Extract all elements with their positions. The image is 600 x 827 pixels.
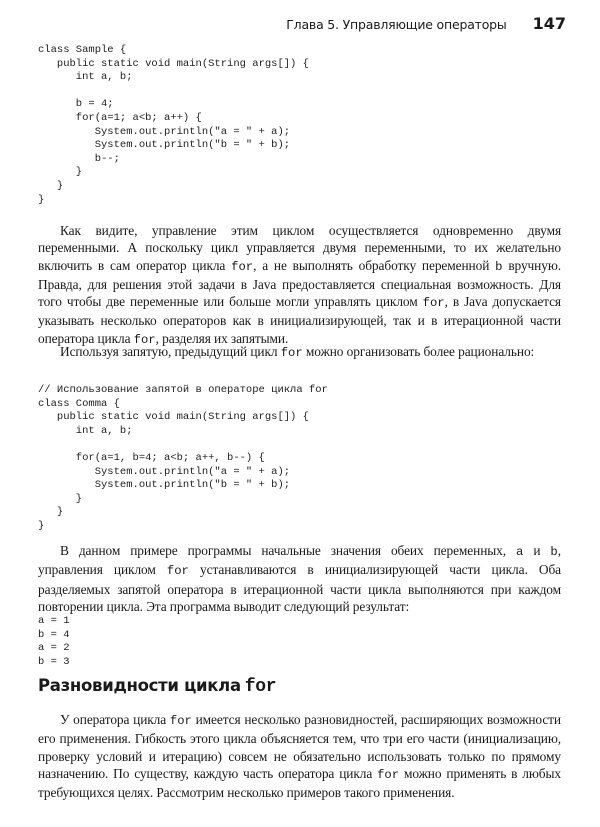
page-header (34, 14, 566, 33)
inline-code: b (550, 545, 558, 559)
text: , управления циклом (38, 543, 561, 578)
paragraph-comma-explanation (38, 542, 561, 615)
text: , разделяя их запятыми. (155, 330, 289, 346)
text: можно применять в любых требующихся целях. Рассмотрим несколько примеров такого применения. (38, 765, 561, 801)
inline-code: for (169, 714, 192, 728)
text: и (523, 543, 551, 558)
inline-code: for (166, 564, 189, 579)
inline-code: for (422, 296, 445, 311)
inline-code: a (516, 545, 524, 559)
page-number: 147 (532, 14, 566, 33)
paragraph-two-variables (38, 222, 561, 349)
section-heading (38, 676, 276, 697)
text: можно организовать более рационально: (302, 344, 535, 359)
paragraph-comma-intro (38, 343, 561, 362)
text: У оператора цикла (60, 712, 170, 727)
text: В данном примере программы начальные значения обеих переменных, (60, 543, 517, 558)
text: устанавливаются в инициализирующей части цикла. Оба разделяемых запятой оператора в итерационной части цикла выполняются при каждом повторении цикла. Эта программа выводит следующий результат: (38, 562, 562, 614)
section-keyword: for (244, 677, 277, 697)
code-block-sample: class Sample { public static void main(String args[]) { int a, b; b = 4; for(a=1; a<b; a++) { System.out.println("a = " + a); System.out.println("b = " + b); b--; } } } (38, 44, 309, 206)
chapter-title: Глава 5. Управляющие операторы (286, 17, 507, 32)
inline-code: b (495, 259, 503, 274)
text: Используя запятую, предыдущий цикл (60, 344, 281, 359)
text: имеется несколько разновидностей, расширяющих возможности его применения. Гибкость этого цикла объясняется тем, что три его части (инициализацию, проверку условий и итерацию) совсем не обязательно использовать только по прямому назначению. По существу, каждую часть оператора цикла (38, 712, 562, 781)
text: , а не выполнять обработку переменной (253, 257, 496, 273)
paragraph-for-variants (38, 711, 561, 801)
program-output: a = 1 b = 4 a = 2 b = 3 (38, 615, 70, 668)
code-block-comma: // Использование запятой в операторе цикла for class Comma { public static void main(String args[]) { int a, b; for(a=1, b=4; a<b; a++, b--) { System.out.println("a = " + a); System.out.println("b = " + b); } } } (38, 384, 328, 532)
text: вручную. Правда, для решения этой задачи в Java предоставляется специальная возможность. Для того чтобы две переменные или больше могли управлять циклом (38, 257, 561, 310)
inline-code: for (231, 259, 254, 274)
inline-code: for (280, 346, 303, 360)
text: , в Java допускается указывать несколько операторов как в инициализирующей, так и в итерационной части оператора цикла (38, 294, 561, 346)
inline-code: for (377, 767, 400, 782)
inline-code: for (133, 332, 156, 347)
text: Как видите, управление этим циклом осуществляется одновременно двумя переменными. А поскольку цикл управляется двумя переменными, то их желательно включить в сам оператор цикла (38, 223, 561, 273)
section-title: Разновидности цикла (38, 676, 241, 695)
